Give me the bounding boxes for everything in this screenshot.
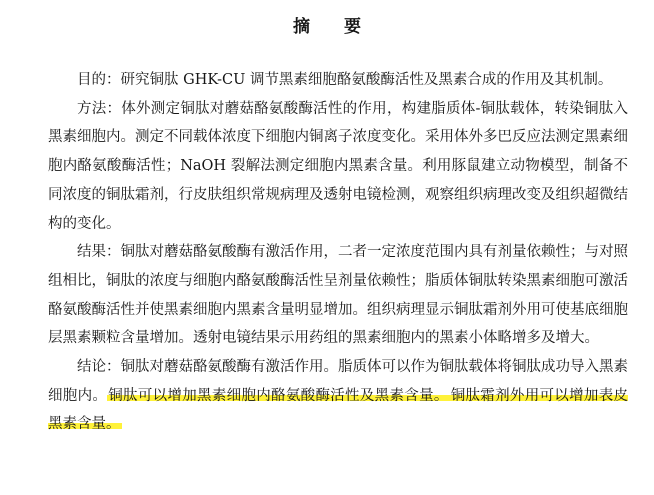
objective-label: 目的： (77, 72, 121, 88)
paragraph-methods (48, 95, 628, 239)
abstract-body (48, 66, 628, 439)
paragraph-results (48, 238, 628, 353)
abstract-title: 摘 要 (293, 17, 375, 37)
highlighted-sentence-1: 铜肽可以增加黑素细胞内酪氨酸酶活性及黑素含量。 (108, 387, 449, 404)
conclusion-label: 结论： (77, 359, 121, 376)
paragraph-conclusion (48, 353, 628, 439)
methods-text: 体外测定铜肽对蘑菇酪氨酸酶活性的作用，构建脂质体-铜肽载体，转染铜肽入黑素细胞内。测定不同载体浓度下细胞内铜离子浓度变化。采用体外多巴反应法测定黑素细胞内酪氨酸酶活性；NaOH 裂解法测定细胞内黑素含量。利用豚鼠建立动物模型，制备不同浓度的铜肽霜剂，行皮肤组织常规病理及透射电镜检测，观察组织病理改变及组织超微结构的变化。 (48, 100, 628, 232)
methods-label: 方法： (77, 100, 122, 117)
paragraph-objective (48, 66, 628, 95)
highlighted-sentence-2: 铜肽霜剂外用可以增加表皮黑素含量。 (48, 387, 629, 433)
objective-text: 研究铜肽 GHK-CU 调节黑素细胞酪氨酸酶活性及黑素合成的作用及其机制。 (120, 72, 613, 88)
conclusion-text: 铜肽对蘑菇酪氨酸酶有激活作用。脂质体可以作为铜肽载体将铜肽成功导入黑素细胞内。 (48, 359, 628, 404)
results-label: 结果： (77, 244, 121, 261)
results-text: 铜肽对蘑菇酪氨酸酶有激活作用，二者一定浓度范围内具有剂量依赖性；与对照组相比，铜肽的浓度与细胞内酪氨酸酶活性呈剂量依赖性；脂质体铜肽转染黑素细胞可激活酪氨酸酶活性并使黑素细胞内黑素含量明显增加。组织病理显示铜肽霜剂外用可使基底细胞层黑素颗粒含量增加。透射电镜结果示用药组的黑素细胞内的黑素小体略增多及增大。 (48, 244, 628, 347)
